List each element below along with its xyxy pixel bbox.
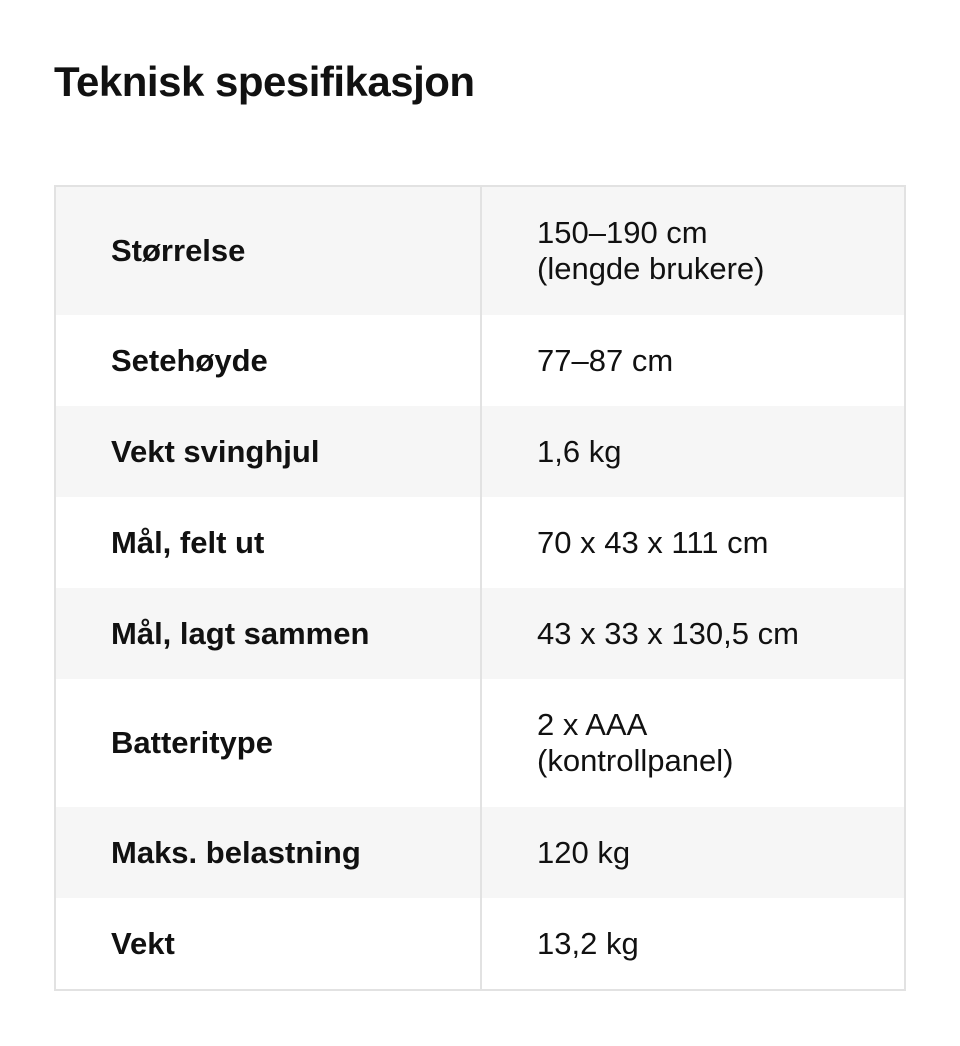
spec-label: Batteritype <box>56 679 482 807</box>
spec-value-line: 70 x 43 x 111 cm <box>537 524 769 560</box>
spec-value <box>482 315 904 406</box>
spec-label: Maks. belastning <box>56 807 482 898</box>
spec-value <box>482 187 904 315</box>
table-row <box>56 406 904 497</box>
spec-label: Vekt <box>56 898 482 989</box>
spec-value-line: 1,6 kg <box>537 433 622 469</box>
spec-label: Mål, lagt sammen <box>56 588 482 679</box>
spec-value-line: 2 x AAA <box>537 707 648 742</box>
page-title: Teknisk spesifikasjon <box>54 58 475 105</box>
spec-value-line: 43 x 33 x 130,5 cm <box>537 615 799 651</box>
spec-value-line: 120 kg <box>537 834 631 870</box>
table-row <box>56 315 904 406</box>
spec-label: Vekt svinghjul <box>56 406 482 497</box>
spec-table <box>54 185 906 991</box>
spec-label: Setehøyde <box>56 315 482 406</box>
spec-label: Mål, felt ut <box>56 497 482 588</box>
spec-value <box>482 406 904 497</box>
table-row <box>56 679 904 807</box>
spec-value <box>482 898 904 989</box>
spec-label: Størrelse <box>56 187 482 315</box>
spec-value <box>482 679 904 807</box>
spec-value-line: 77–87 cm <box>537 342 674 378</box>
spec-value-line: 150–190 cm <box>537 215 708 250</box>
spec-value <box>482 497 904 588</box>
table-row <box>56 807 904 898</box>
table-row <box>56 497 904 588</box>
spec-value-line: (kontrollpanel) <box>537 743 734 778</box>
table-row <box>56 898 904 989</box>
table-row <box>56 187 904 315</box>
spec-value <box>482 807 904 898</box>
spec-value-line: (lengde brukere) <box>537 251 765 286</box>
spec-value <box>482 588 904 679</box>
spec-value-line: 13,2 kg <box>537 925 639 961</box>
table-row <box>56 588 904 679</box>
